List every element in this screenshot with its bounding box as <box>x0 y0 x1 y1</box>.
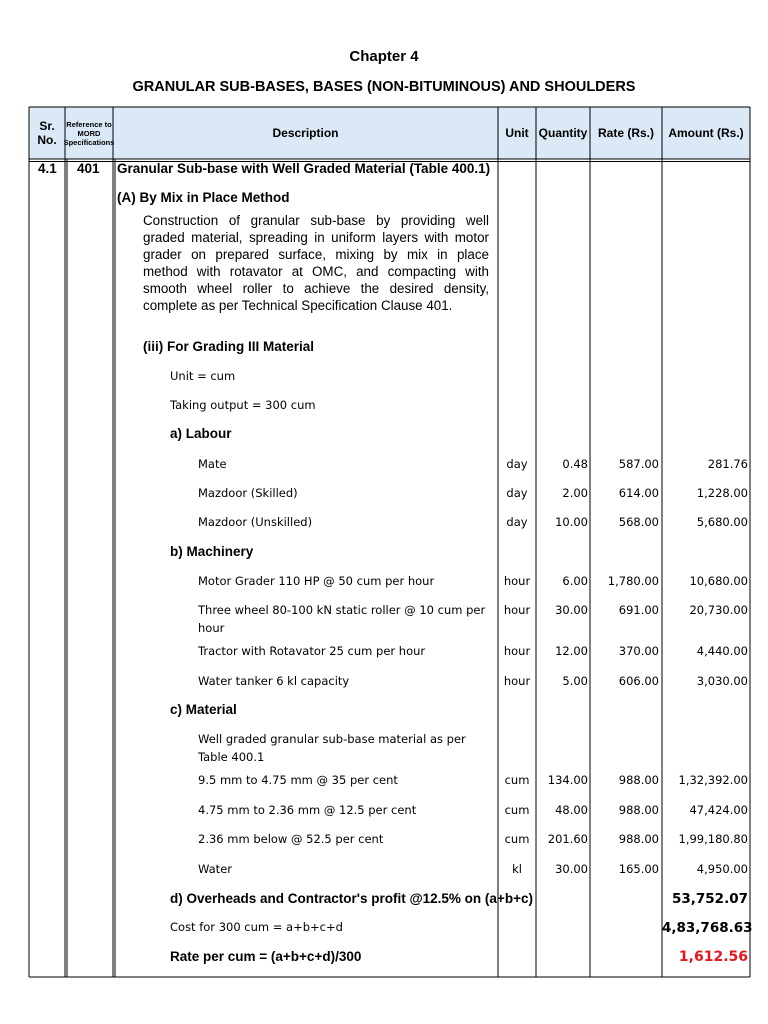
material-row-amount: 1,32,392.00 <box>678 773 748 787</box>
material-row-unit: cum <box>504 832 530 846</box>
material-row-desc: 4.75 mm to 2.36 mm @ 12.5 per cent <box>198 803 417 817</box>
material-row-rate: 165.00 <box>618 862 659 876</box>
header-unit: Unit <box>505 126 529 140</box>
machinery-row-rate: 606.00 <box>618 674 659 688</box>
header-description: Description <box>272 126 339 140</box>
machinery-row-amount: 4,440.00 <box>696 644 748 658</box>
material-row-unit: cum <box>504 773 530 787</box>
machinery-row-amount: 3,030.00 <box>696 674 748 688</box>
machinery-row-unit: hour <box>503 644 531 658</box>
material-row-amount: 47,424.00 <box>689 803 748 817</box>
header-reference: Reference to MORD Specifications <box>63 119 115 147</box>
item-sr-no: 4.1 <box>38 161 57 176</box>
material-row-qty: 48.00 <box>555 803 588 817</box>
material-intro: Well graded granular sub-base material as per <box>198 732 466 746</box>
machinery-row-amount: 10,680.00 <box>689 574 748 588</box>
output-line: Taking output = 300 cum <box>170 398 316 412</box>
overheads-label: d) Overheads and Contractor's profit @12.5% on (a+b+c) <box>170 891 533 906</box>
header-sr-no: Sr. No. <box>37 119 57 147</box>
machinery-row-unit: hour <box>503 674 531 688</box>
material-row-rate: 988.00 <box>618 803 659 817</box>
material-row-desc: 2.36 mm below @ 52.5 per cent <box>198 832 384 846</box>
labour-row-amount: 5,680.00 <box>696 515 748 529</box>
material-row-unit: kl <box>512 862 522 876</box>
labour-row-amount: 1,228.00 <box>696 486 748 500</box>
machinery-row-qty: 6.00 <box>562 574 588 588</box>
labour-row-desc: Mazdoor (Unskilled) <box>198 515 313 529</box>
labour-row-unit: day <box>506 486 528 500</box>
machinery-row-desc-continued: hour <box>198 621 225 635</box>
labour-row-qty: 2.00 <box>562 486 588 500</box>
material-row-amount: 1,99,180.80 <box>678 832 748 846</box>
item-reference: 401 <box>77 161 100 176</box>
machinery-row-unit: hour <box>503 603 531 617</box>
cost-label: Cost for 300 cum = a+b+c+d <box>170 920 343 934</box>
material-row-rate: 988.00 <box>618 773 659 787</box>
material-row-qty: 134.00 <box>547 773 588 787</box>
machinery-heading: b) Machinery <box>170 544 254 559</box>
machinery-row-desc: Motor Grader 110 HP @ 50 cum per hour <box>198 574 435 588</box>
machinery-row-desc: Three wheel 80-100 kN static roller @ 10 cum per <box>198 603 486 617</box>
machinery-row-rate: 370.00 <box>618 644 659 658</box>
machinery-row-rate: 691.00 <box>618 603 659 617</box>
labour-row-rate: 614.00 <box>618 486 659 500</box>
header-amount: Amount (Rs.) <box>668 126 744 140</box>
rate-per-cum-amount: 1,612.56 <box>678 949 748 965</box>
labour-row-desc: Mazdoor (Skilled) <box>198 486 298 500</box>
header-quantity: Quantity <box>538 125 588 140</box>
labour-row-desc: Mate <box>198 457 227 471</box>
material-row-desc: Water <box>198 862 232 876</box>
material-intro-continued: Table 400.1 <box>198 750 265 764</box>
labour-row-unit: day <box>506 515 528 529</box>
rate-per-cum-label: Rate per cum = (a+b+c+d)/300 <box>170 949 362 964</box>
material-row-unit: cum <box>504 803 530 817</box>
header-rate: Rate (Rs.) <box>597 125 654 140</box>
machinery-row-qty: 12.00 <box>555 644 588 658</box>
overheads-amount: 53,752.07 <box>671 891 748 907</box>
labour-row-amount: 281.76 <box>707 457 748 471</box>
material-row-qty: 30.00 <box>555 862 588 876</box>
machinery-row-unit: hour <box>503 574 531 588</box>
material-row-rate: 988.00 <box>618 832 659 846</box>
machinery-row-qty: 5.00 <box>562 674 588 688</box>
machinery-row-desc: Water tanker 6 kl capacity <box>198 674 350 688</box>
machinery-row-desc: Tractor with Rotavator 25 cum per hour <box>198 644 426 658</box>
labour-heading: a) Labour <box>170 426 232 441</box>
material-heading: c) Material <box>170 702 237 717</box>
chapter-title: Chapter 4 <box>349 48 419 65</box>
labour-row-unit: day <box>506 457 528 471</box>
machinery-row-amount: 20,730.00 <box>689 603 748 617</box>
cost-amount: 4,83,768.63 <box>662 920 753 936</box>
item-description: Construction of granular sub-base by providing well graded material, spreading in uniform layers with motor grader on prepared surface, mixing by mix in place method with rotavator at OMC, and compacting with smooth wheel roller to achieve the desired density, complete as per Technical Specification Clause 401. <box>143 213 489 313</box>
item-title: Granular Sub-base with Well Graded Material (Table 400.1) <box>117 161 491 176</box>
machinery-row-qty: 30.00 <box>555 603 588 617</box>
unit-line: Unit = cum <box>170 369 236 383</box>
machinery-row-rate: 1,780.00 <box>607 574 659 588</box>
labour-row-qty: 0.48 <box>562 457 588 471</box>
labour-row-qty: 10.00 <box>555 515 588 529</box>
method-heading: (A) By Mix in Place Method <box>117 190 290 205</box>
material-row-qty: 201.60 <box>547 832 588 846</box>
material-row-desc: 9.5 mm to 4.75 mm @ 35 per cent <box>198 773 398 787</box>
labour-row-rate: 587.00 <box>618 457 659 471</box>
material-row-amount: 4,950.00 <box>696 862 748 876</box>
labour-row-rate: 568.00 <box>618 515 659 529</box>
grading-heading: (iii) For Grading III Material <box>143 339 315 354</box>
chapter-heading: GRANULAR SUB-BASES, BASES (NON-BITUMINOUS) AND SHOULDERS <box>132 79 636 95</box>
